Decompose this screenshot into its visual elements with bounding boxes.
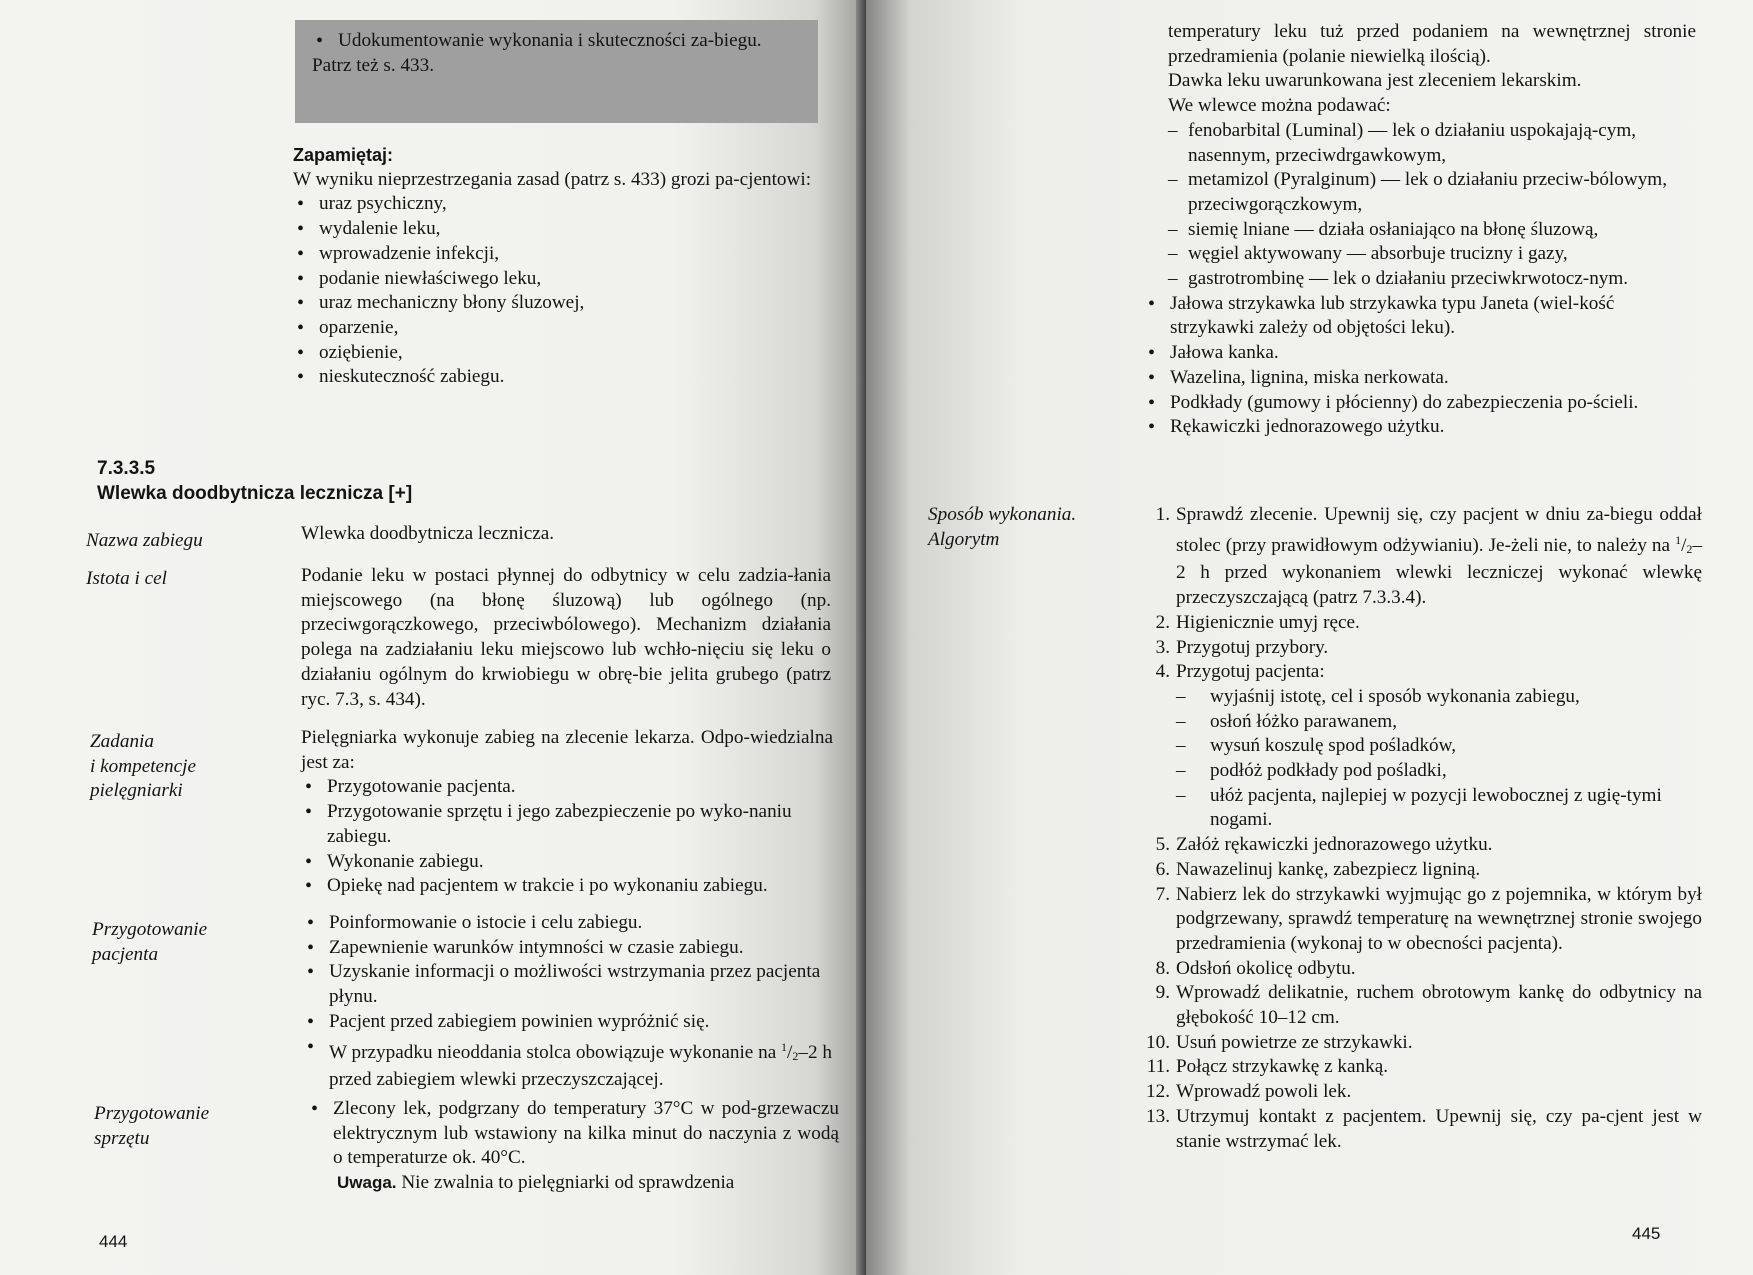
box-see-also: Patrz też s. 433. xyxy=(312,54,435,76)
step-item: 10. Usuń powietrze ze strzykawki. xyxy=(1146,1031,1413,1053)
box-content xyxy=(312,29,802,78)
algorithm-block xyxy=(1142,503,1702,1154)
dose-text: Dawka leku uwarunkowana jest zleceniem lekarskim. xyxy=(1168,70,1582,92)
tasks-intro: Pielęgniarka wykonuje zabieg na zlecenie lekarza. Odpo-wiedzialna jest za: xyxy=(301,727,833,773)
intro-block xyxy=(1168,20,1696,440)
step-item: 7. Nabierz lek do strzykawki wyjmując go z pojemnika, w którym był podgrzewany, sprawdź temperaturę na wewnętrznej stronie swojego przedramienia (wykonaj to w obecności pacjenta). xyxy=(1155,883,1702,954)
note: Uwaga. Nie zwalnia to pielęgniarki od sprawdzenia xyxy=(337,1172,735,1194)
remember-title: Zapamiętaj: xyxy=(293,145,394,165)
step4-sublist xyxy=(1176,685,1702,833)
list-item: • Opiekę nad pacjentem w trakcie i po wykonaniu zabiegu. xyxy=(301,874,833,899)
step-item: 13. Utrzymuj kontakt z pacjentem. Upewnij się, czy pa-cjent jest w stanie wstrzymać lek. xyxy=(1146,1105,1702,1152)
list-item: • uraz psychiczny, xyxy=(293,192,820,217)
step-item: 5. Załóż rękawiczki jednorazowego użytku. xyxy=(1155,834,1493,856)
list-item: – osłoń łóżko parawanem, xyxy=(1176,710,1702,735)
list-item: – siemię lniane — działa osłaniająco na błonę śluzową, xyxy=(1168,218,1696,243)
remember-text: W wyniku nieprzestrzegania zasad (patrz s. 433) grozi pa-cjentowi: xyxy=(293,168,812,190)
step-item: 1. Sprawdź zlecenie. Upewnij się, czy pacjent w dniu za-biegu oddał stolec (przy prawidłowym odżywianiu). Je-żeli nie, to należy na $^1/_2-2$ h przed wykonaniem wlewki leczniczej wykonać wlewkę przeczyszczającą (patrz 7.3.3.4). xyxy=(1155,504,1702,609)
equipment-block xyxy=(307,1097,839,1196)
step-item: 11. Połącz strzykawkę z kanką. xyxy=(1146,1056,1389,1078)
step-item: 8. Odsłoń okolicę odbytu. xyxy=(1155,957,1356,979)
label-name: Nazwa zabiegu xyxy=(86,530,203,551)
list-item: – wysuń koszulę spod pośladków, xyxy=(1176,734,1702,759)
list-item: • podanie niewłaściwego leku, xyxy=(293,267,820,292)
remember-list xyxy=(293,192,820,390)
list-item: – wyjaśnij istotę, cel i sposób wykonania zabiegu, xyxy=(1176,685,1702,710)
list-item: • oziębienie, xyxy=(293,341,820,366)
list-item: • Przygotowanie sprzętu i jego zabezpieczenie po wyko-naniu zabiegu. xyxy=(301,800,833,849)
essence-text: Podanie leku w postaci płynnej do odbytnicy w celu zadzia-łania miejscowego (na błonę śluzową) lub ogólnego (np. przeciwgorączkowego, przeciwbólowego). Mechanizm działania polega na zadziałaniu leku miejscowo lub wchło-nięciu się leku o działaniu ogólnym do krwiobiegu w obrę-bie jelita grubego (patrz ryc. 7.3, s. 434). xyxy=(301,565,831,710)
list-item: • oparzenie, xyxy=(293,316,820,341)
list-item: • Uzyskanie informacji o możliwości wstrzymania przez pacjenta płynu. xyxy=(303,960,835,1009)
step-item: 4. Przygotuj pacjenta: – wyjaśnij istotę, cel i sposób wykonania zabiegu, – osłoń łóżko parawanem, – wysuń koszulę spod pośladków, – podłóż podkłady pod pośladki, – ułóż pacjenta, najlepiej w pozycji lewobocznej z ugię-tymi nogami. xyxy=(1142,660,1702,833)
tasks-block xyxy=(301,726,833,899)
step-item: 12. Wprowadź powoli lek. xyxy=(1146,1081,1352,1103)
list-item: – ułóż pacjenta, najlepiej w pozycji lewobocznej z ugię-tymi nogami. xyxy=(1176,784,1702,833)
label-tasks: Zadania i kompetencje pielęgniarki xyxy=(90,731,197,802)
drugs-list xyxy=(1168,119,1696,292)
step-item: 3. Przygotuj przybory. xyxy=(1155,636,1329,658)
step-item: 6. Nawazelinuj kankę, zabezpiecz ligniną. xyxy=(1155,858,1481,880)
list-item: • nieskuteczność zabiegu. xyxy=(293,365,820,390)
list-item: • Rękawiczki jednorazowego użytku. xyxy=(1144,415,1696,440)
page-number-left: 444 xyxy=(99,1232,128,1251)
list-item: • Pacjent przed zabiegiem powinien wypróżnić się. xyxy=(303,1010,835,1035)
list-item: • wprowadzenie infekcji, xyxy=(293,242,820,267)
list-item: • Podkłady (gumowy i płócienny) do zabezpieczenia po-ścieli. xyxy=(1144,391,1696,416)
list-item: • wydalenie leku, xyxy=(293,217,820,242)
page-number-right: 445 xyxy=(1632,1224,1661,1243)
list-item: • Jałowa strzykawka lub strzykawka typu Janeta (wiel-kość strzykawki zależy od objętości leku). xyxy=(1144,292,1696,341)
list-item: – metamizol (Pyralginum) — lek o działaniu przeciw-bólowym, przeciwgorączkowym, xyxy=(1168,168,1696,217)
list-item: – podłóż podkłady pod pośladki, xyxy=(1176,759,1702,784)
left-page xyxy=(0,0,866,1275)
list-item: • Zlecony lek, podgrzany do temperatury 37°C w pod-grzewaczu elektrycznym lub wstawiony na kilka minut do naczynia z wodą o temperaturze ok. 40°C. xyxy=(307,1097,839,1171)
remember-block xyxy=(293,143,820,390)
list-item: – gastrotrombinę — lek o działaniu przeciwkrwotocz-nym. xyxy=(1168,267,1696,292)
label-equipment: Przygotowanie sprzętu xyxy=(94,1103,210,1149)
step-item: 2. Higienicznie umyj ręce. xyxy=(1155,611,1360,633)
list-item: • Jałowa kanka. xyxy=(1144,341,1696,366)
list-item: – węgiel aktywowany — absorbuje trucizny i gazy, xyxy=(1168,242,1696,267)
label-essence: Istota i cel xyxy=(86,568,167,589)
section-number: 7.3.3.5 xyxy=(97,458,156,479)
intro-text: temperatury leku tuż przed podaniem na wewnętrznej stronie przedramienia (polanie niewielką ilością). xyxy=(1168,21,1696,67)
list-item: • Wazelina, lignina, miska nerkowata. xyxy=(1144,366,1696,391)
patient-block xyxy=(303,911,835,1093)
right-page xyxy=(866,0,1753,1275)
list-item: • Przygotowanie pacjenta. xyxy=(301,775,833,800)
equipment-list xyxy=(1144,292,1696,440)
name-text: Wlewka doodbytnicza lecznicza. xyxy=(301,523,555,544)
label-patient: Przygotowanie pacjenta xyxy=(92,919,208,965)
step-item: 9. Wprowadź delikatnie, ruchem obrotowym kankę do odbytnicy na głębokość 10–12 cm. xyxy=(1155,982,1702,1029)
can-give-text: We wlewce można podawać: xyxy=(1168,95,1391,117)
list-item: – fenobarbital (Luminal) — lek o działaniu uspokajają-cym, nasennym, przeciwdrgawkowym, xyxy=(1168,119,1696,168)
list-item: • Wykonanie zabiegu. xyxy=(301,850,833,875)
list-item: • uraz mechaniczny błony śluzowej, xyxy=(293,291,820,316)
section-title: Wlewka doodbytnicza lecznicza [+] xyxy=(97,483,413,504)
box-bullet: • Udokumentowanie wykonania i skuteczności za-biegu. xyxy=(312,29,802,54)
list-item: • W przypadku nieoddania stolca obowiązuje wykonanie na $^1/_2-2$ h przed zabiegiem wlewki przeczyszczającej. xyxy=(303,1035,835,1093)
label-method: Sposób wykonania. Algorytm xyxy=(928,504,1077,550)
list-item: • Poinformowanie o istocie i celu zabiegu. xyxy=(303,911,835,936)
list-item: • Zapewnienie warunków intymności w czasie zabiegu. xyxy=(303,936,835,961)
